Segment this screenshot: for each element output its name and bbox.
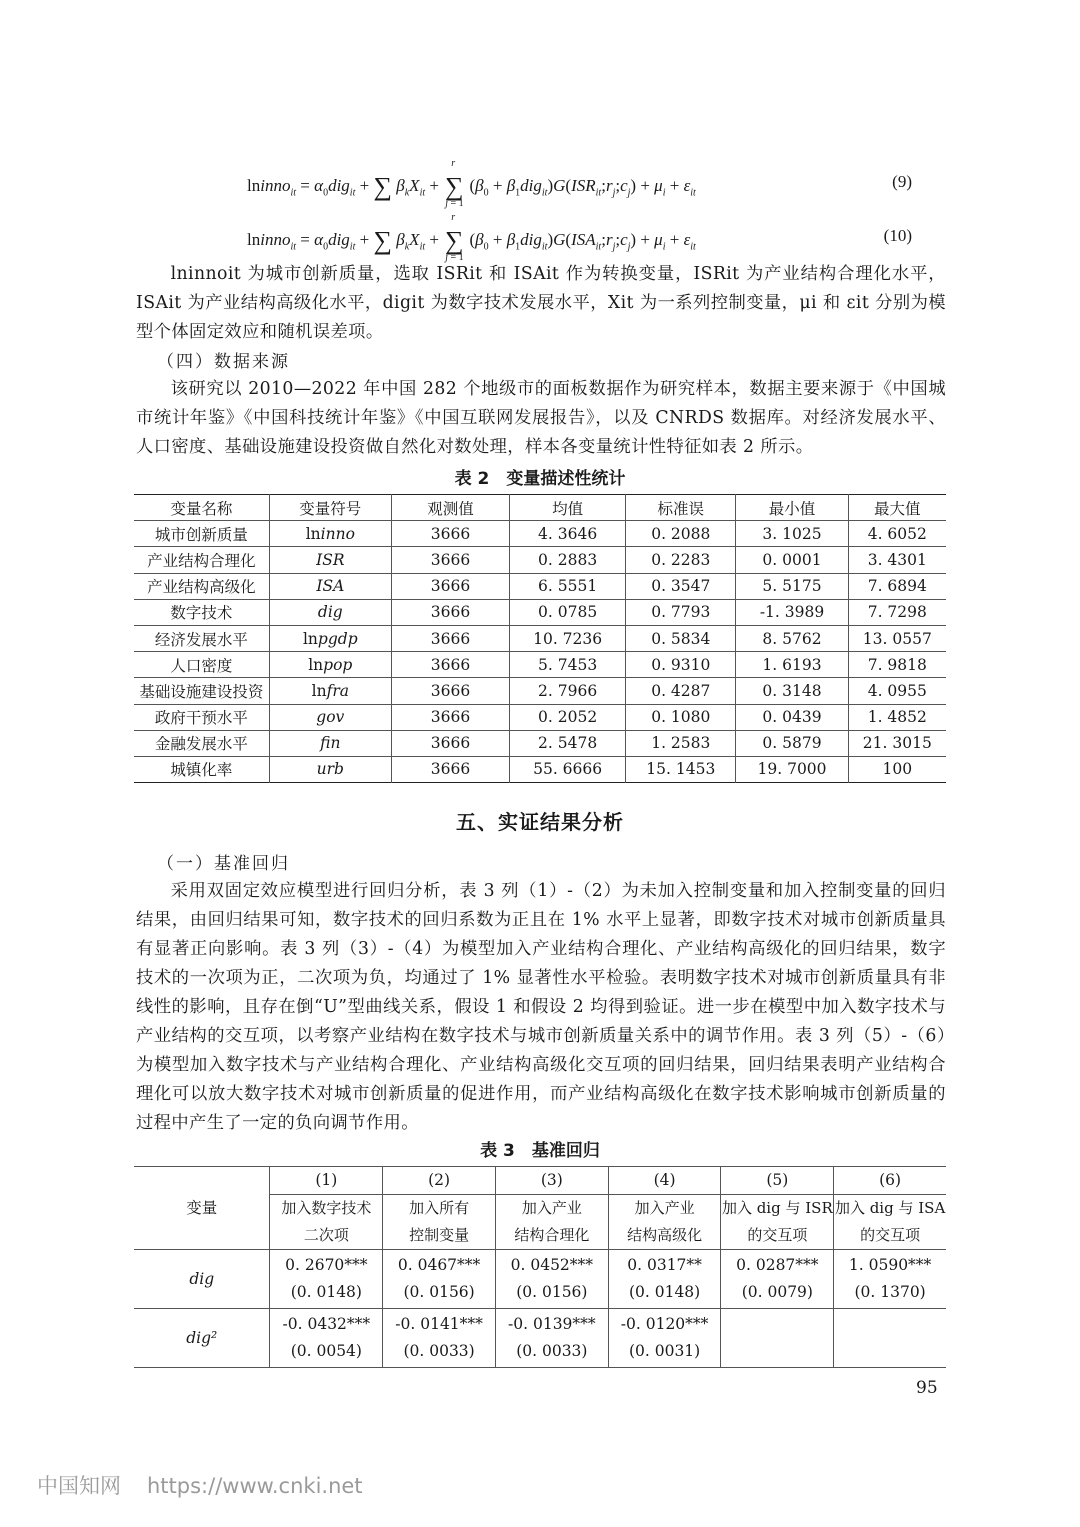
table2-cell: 2. 7966 — [510, 678, 626, 704]
table2-cell: 4. 0955 — [848, 678, 946, 704]
subheading-baseline: （一）基准回归 — [157, 854, 290, 874]
table2-cell: 10. 7236 — [510, 625, 626, 651]
formula-10-number: (10) — [883, 226, 912, 245]
table2-cell: 0. 0001 — [736, 547, 848, 573]
table3-caption: 表 3 基准回归 — [480, 1141, 600, 1161]
table3-col-number: (1) — [270, 1167, 383, 1195]
table2-cell: 4. 3646 — [510, 521, 626, 547]
table2-cell: 13. 0557 — [848, 625, 946, 651]
table3-header-row — [134, 1167, 946, 1195]
table3-cell: 1. 0590*** (0. 1370) — [834, 1250, 946, 1309]
table2-cell: 3666 — [391, 756, 509, 782]
table2-cell: 0. 2052 — [510, 704, 626, 730]
table2-cell: 3666 — [391, 521, 509, 547]
table2-cell: 基础设施建设投资 — [134, 678, 269, 704]
paragraph-data-source: 该研究以 2010—2022 年中国 282 个地级市的面板数据作为研究样本，数据主要来源于《中国城市统计年鉴》《中国科技统计年鉴》《中国互联网发展报告》，以及 CNRDS 数据库。对经济发展水平、人口密度、基础设施建设投资做自然化对数处理，样本各变量统计性特征如表 2 所示。 — [136, 379, 946, 457]
table2-header-cell: 变量符号 — [269, 495, 391, 521]
table2-cell: 3666 — [391, 704, 509, 730]
table2-cell: 0. 0439 — [736, 704, 848, 730]
table2-cell: ISA — [269, 573, 391, 599]
table2-cell: 经济发展水平 — [134, 625, 269, 651]
table2-cell: fin — [269, 730, 391, 756]
watermark-url: https://www.cnki.net — [147, 1474, 363, 1498]
watermark-brand: 中国知网 — [37, 1474, 121, 1498]
table2-cell: 2. 5478 — [510, 730, 626, 756]
table2-cell: 产业结构合理化 — [134, 547, 269, 573]
table2-cell: 3666 — [391, 652, 509, 678]
table2-cell: dig — [269, 599, 391, 625]
table3-cell: 0. 0452*** (0. 0156) — [495, 1250, 608, 1309]
table2-cell: lnfra — [269, 678, 391, 704]
table2-cell: 金融发展水平 — [134, 730, 269, 756]
table-row — [134, 521, 946, 547]
table2-cell: 0. 3547 — [626, 573, 736, 599]
table2-cell: 1. 6193 — [736, 652, 848, 678]
table-row — [134, 678, 946, 704]
table-row — [134, 599, 946, 625]
table3 — [134, 1166, 946, 1368]
table3-col-number: (3) — [495, 1167, 608, 1195]
table2-cell: 7. 9818 — [848, 652, 946, 678]
table-row — [134, 1309, 946, 1368]
table3-cell — [834, 1309, 946, 1368]
table2-cell: 0. 7793 — [626, 599, 736, 625]
table2-cell: 3666 — [391, 547, 509, 573]
table2-cell: 0. 9310 — [626, 652, 736, 678]
table2-cell: 6. 5551 — [510, 573, 626, 599]
table2-cell: 0. 4287 — [626, 678, 736, 704]
table3-cell: -0. 0141*** (0. 0033) — [383, 1309, 496, 1368]
table-row — [134, 652, 946, 678]
table2-cell: 政府干预水平 — [134, 704, 269, 730]
formula-10: lninno$_{it}$ = $\alpha_0dig_{it}$ + ∑ $\beta_kX_{it}$ + r ∑ j = 1 ($\beta_0$ + $\beta_1dig_{it})G(ISA_{it};r_j;c_j) + \mu_i + \varepsilon_{it}$ (10) — [247, 212, 912, 263]
table2-cell: 数字技术 — [134, 599, 269, 625]
table3-var-cell: dig² — [134, 1309, 270, 1368]
subheading-data-source: （四）数据来源 — [157, 352, 290, 372]
section-title: 五、实证结果分析 — [456, 810, 624, 834]
table-row — [134, 1250, 946, 1309]
table3-cell: -0. 0432*** (0. 0054) — [270, 1309, 383, 1368]
table3-cell: 0. 0467*** (0. 0156) — [383, 1250, 496, 1309]
table2-cell: 人口密度 — [134, 652, 269, 678]
table3-cell: 0. 2670*** (0. 0148) — [270, 1250, 383, 1309]
table2-cell: 5. 5175 — [736, 573, 848, 599]
paragraph-baseline: 采用双固定效应模型进行回归分析，表 3 列（1）-（2）为未加入控制变量和加入控制变量的回归结果，由回归结果可知，数字技术的回归系数为正且在 1% 水平上显著，即数字技术对城市创新质量具有显著正向影响。表 3 列（3）-（4）为模型加入产业结构合理化、产业结构高级化的回归结果，数字技术的一次项为正，二次项为负，均通过了 1% 显著性水平检验。表明数字技术对城市创新质量具有非线性的影响，且存在倒“U”型曲线关系，假设 1 和假设 2 均得到验证。进一步在模型中加入数字技术与产业结构的交互项，以考察产业结构在数字技术与城市创新质量关系中的调节作用。表 3 列（5）-（6）为模型加入数字技术与产业结构合理化、产业结构高级化交互项的回归结果，回归结果表明产业结构合理化可以放大数字技术对城市创新质量的促进作用，而产业结构高级化在数字技术影响城市创新质量的过程中产生了一定的负向调节作用。 — [136, 881, 946, 1133]
table-row — [134, 756, 946, 782]
table-row — [134, 625, 946, 651]
table2-cell: gov — [269, 704, 391, 730]
table2-cell: 21. 3015 — [848, 730, 946, 756]
table3-col-desc: 加入产业 结构高级化 — [608, 1195, 721, 1250]
table3-cell — [721, 1309, 834, 1368]
table2-cell: 8. 5762 — [736, 625, 848, 651]
table2-cell: 0. 2883 — [510, 547, 626, 573]
table2-cell: lnpgdp — [269, 625, 391, 651]
table2-cell: 0. 5834 — [626, 625, 736, 651]
table2 — [134, 494, 946, 783]
table-row — [134, 547, 946, 573]
table2-cell: 3666 — [391, 573, 509, 599]
table3-cell: 0. 0317** (0. 0148) — [608, 1250, 721, 1309]
table3-col-desc: 加入 dig 与 ISR 的交互项 — [721, 1195, 834, 1250]
table2-cell: 55. 6666 — [510, 756, 626, 782]
table2-cell: 3666 — [391, 625, 509, 651]
table3-col-desc: 加入所有 控制变量 — [383, 1195, 496, 1250]
table2-header-cell: 观测值 — [391, 495, 509, 521]
table2-cell: 15. 1453 — [626, 756, 736, 782]
table-row — [134, 573, 946, 599]
table2-cell: 100 — [848, 756, 946, 782]
table2-cell: 0. 3148 — [736, 678, 848, 704]
table2-cell: ISR — [269, 547, 391, 573]
table2-cell: 5. 7453 — [510, 652, 626, 678]
table2-cell: 7. 6894 — [848, 573, 946, 599]
table2-header-cell: 均值 — [510, 495, 626, 521]
table2-cell: 城镇化率 — [134, 756, 269, 782]
formula-9-number: (9) — [892, 172, 912, 191]
table2-header-cell: 最大值 — [848, 495, 946, 521]
table3-var-header: 变量 — [134, 1167, 270, 1250]
table-row — [134, 730, 946, 756]
table2-cell: 3666 — [391, 730, 509, 756]
table2-cell: 3. 4301 — [848, 547, 946, 573]
table2-caption: 表 2 变量描述性统计 — [454, 469, 626, 489]
table2-cell: 0. 1080 — [626, 704, 736, 730]
table2-header-row — [134, 495, 946, 521]
page-number: 95 — [916, 1378, 938, 1398]
table3-col-desc: 加入产业 结构合理化 — [495, 1195, 608, 1250]
table2-cell: 7. 7298 — [848, 599, 946, 625]
table2-cell: 城市创新质量 — [134, 521, 269, 547]
table2-cell: 19. 7000 — [736, 756, 848, 782]
table2-cell: 3666 — [391, 599, 509, 625]
table2-cell: 1. 2583 — [626, 730, 736, 756]
table3-col-number: (4) — [608, 1167, 721, 1195]
table2-cell: 0. 5879 — [736, 730, 848, 756]
table2-cell: 0. 2283 — [626, 547, 736, 573]
table2-cell: lninno — [269, 521, 391, 547]
table2-cell: 产业结构高级化 — [134, 573, 269, 599]
formula-9: lninno$_{it}$ = $\alpha_0dig_{it}$ + ∑ $\beta_kX_{it}$ + r ∑ j = 1 ($\beta_0$ + $\beta_1dig_{it})G(ISR_{it};r_j;c_j) + \mu_i + \varepsilon_{it}$ (9) — [247, 158, 912, 209]
table2-cell: 3666 — [391, 678, 509, 704]
table3-cell: 0. 0287*** (0. 0079) — [721, 1250, 834, 1309]
paragraph-variables: lninnoit 为城市创新质量，选取 ISRit 和 ISAit 作为转换变量，ISRit 为产业结构合理化水平，ISAit 为产业结构高级化水平，digit 为数字技术发展水平，Xit 为一系列控制变量，μi 和 εit 分别为模型个体固定效应和随机误差项。 — [136, 264, 946, 342]
table2-header-cell: 最小值 — [736, 495, 848, 521]
table3-col-desc: 加入 dig 与 ISA 的交互项 — [834, 1195, 946, 1250]
table2-cell: lnpop — [269, 652, 391, 678]
table2-header-cell: 变量名称 — [134, 495, 269, 521]
table3-col-number: (2) — [383, 1167, 496, 1195]
table2-header-cell: 标准误 — [626, 495, 736, 521]
table2-cell: urb — [269, 756, 391, 782]
table2-cell: 4. 6052 — [848, 521, 946, 547]
table3-col-desc: 加入数字技术 二次项 — [270, 1195, 383, 1250]
table-row — [134, 704, 946, 730]
table3-cell: -0. 0120*** (0. 0031) — [608, 1309, 721, 1368]
table2-cell: 0. 2088 — [626, 521, 736, 547]
table2-cell: 0. 0785 — [510, 599, 626, 625]
table3-cell: -0. 0139*** (0. 0033) — [495, 1309, 608, 1368]
watermark — [37, 1470, 389, 1500]
table2-cell: -1. 3989 — [736, 599, 848, 625]
table2-cell: 3. 1025 — [736, 521, 848, 547]
table3-col-number: (5) — [721, 1167, 834, 1195]
table2-cell: 1. 4852 — [848, 704, 946, 730]
table3-var-cell: dig — [134, 1250, 270, 1309]
table3-col-number: (6) — [834, 1167, 946, 1195]
